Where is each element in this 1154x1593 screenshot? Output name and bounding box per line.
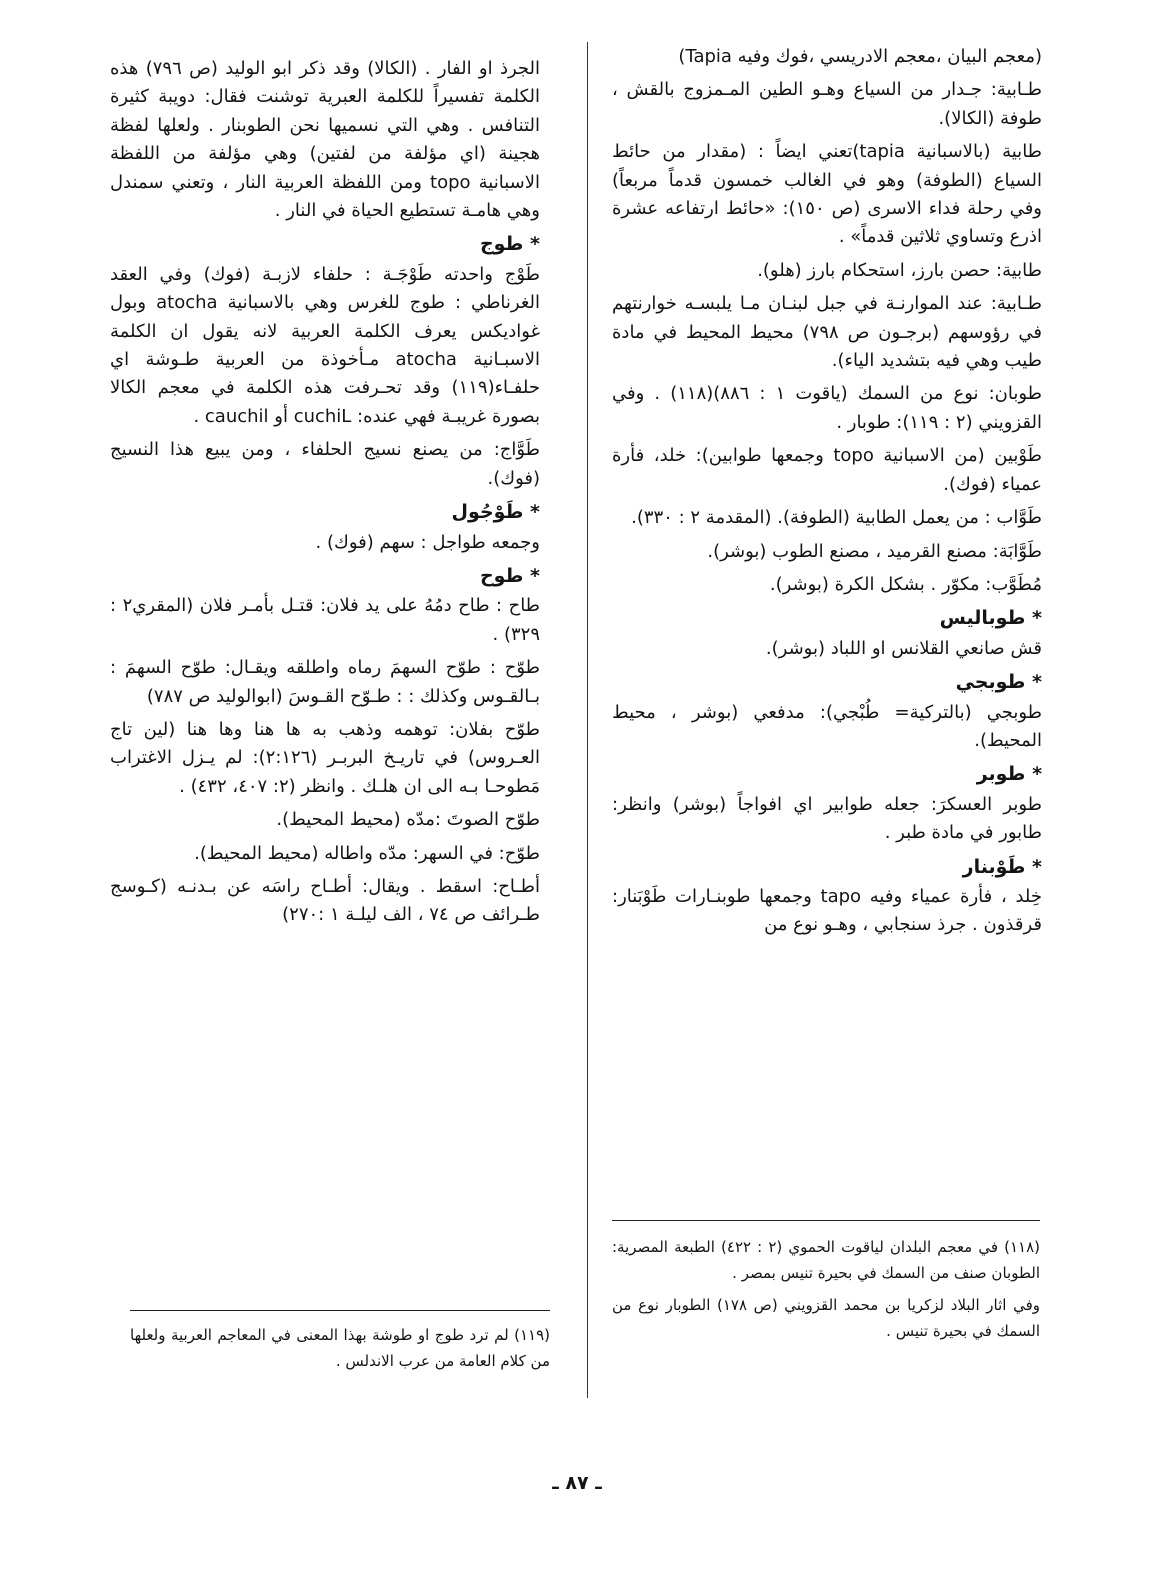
entry-text: طوّح الصوتَ :مدّه (محيط المحيط). (276, 809, 540, 831)
entry-text: طَوَّابَة: مصنع القرميد ، مصنع الطوب (بوشر). (707, 540, 1042, 562)
entry-text: طَوَّاب : من يعمل الطابية (الطوفة). (المقدمة ٢ : ٣٣٠). (631, 507, 1042, 529)
footnote: وفي اثار البلاد لزكريا بن محمد القزويني (ص ١٧٨) الطوبار نوع من السمك في بحيرة تنيس . (612, 1296, 1041, 1340)
entry-heading: * طوح (479, 564, 540, 587)
entry-text: طـابية: جـدار من السياع وهـو الطين المـمزوج بالقش ، طوفة (الكالا). (612, 79, 1042, 129)
left-footnotes (130, 1322, 550, 1380)
entry-text: طَوْج واحدته طَوْجَـة : حلفاء لازبـة (فوك) وفي العقد الغرناطي : طوج للغرس وهي بالاسبانية atocha وبول غواديكس يعرف الكلمة العربية لانه يقول ان الكلمة الاسبـانية atocha مـأخوذة من العربية طـوشة اي حلفـاء(١١٩) وقد تحـرفت هذه الكلمة في معجم الكالا بصورة غريبـة فهي عنده: cuchiL أو cauchil . (110, 263, 540, 427)
entry-text: طوّح بفلان: توهمه وذهب به ها هنا وها هنا (لين تاج العـروس) في تاريـخ البربـر (٢:١٢٦): لم يـزل الاغتراب مَطوحـا بـه الى ان هلـك . وانظر (٢: ٤٠٧، ٤٣٢) . (110, 718, 541, 797)
entry-text: طوبان: نوع من السمك (ياقوت ١ : ٨٨٦)(١١٨) . وفي القزويني (٢ : ١١٩): طوبار . (612, 383, 1042, 433)
footnote: (١١٨) في معجم البلدان لياقوت الحموي (٢ : ٤٢٢) الطبعة المصرية: الطوبان صنف من السمك في بحيرة تنيس بمصر . (612, 1238, 1040, 1282)
footnote-rule (130, 1310, 550, 1311)
entry-heading: * طوباليس (939, 607, 1042, 630)
entry-heading: * طَوْبنار (962, 855, 1042, 878)
left-column (110, 55, 540, 935)
right-column (612, 43, 1042, 945)
entry-text: خِلد ، فأرة عمياء وفيه tapo وجمعها طوبنـارات طَوْبَنار: قرقذون . جرذ سنجابي ، وهـو نوع من (612, 885, 1042, 936)
footnote: (١١٩) لم ترد طوج او طوشة بهذا المعنى في المعاجم العربية ولعلها من كلام العامة من عرب الاندلس . (130, 1326, 550, 1370)
column-divider (587, 42, 588, 1398)
entry-text: طوّح : طوّح السهمَ رماه واطلقه ويقـال: طوّح السهمَ : بـالقـوس وكذلك : : طـوّح القـوسَ (ابوالوليد ص ٧٨٧) (110, 657, 540, 707)
entry-heading: * طَوْجُول (451, 501, 540, 524)
entry-text: طوبجي (بالتركية= طُبْجي): مدفعي (بوشر ، محيط المحيط). (612, 701, 1042, 751)
right-footnotes (612, 1234, 1040, 1350)
entry-text: الجرذ او الفار . (الكالا) وقد ذكر ابو الوليد (ص ٧٩٦) هذه الكلمة تفسيراً للكلمة العبرية توشنت فقال: دويبة كثيرة التنافس . وهي التي نسميها نحن الطوبنار . ولعلها لفظة هجينة (اي مؤلفة من لفتين) وهي مؤلفة من اللفظة الاسبانية topo ومن اللفظة العربية النار ، وتعني سمندل وهي هامـة تستطيع الحياة في النار . (110, 58, 540, 222)
entry-text: طابية: حصن بارز، استحكام بارز (هلو). (757, 259, 1042, 281)
entry-heading: * طوبجي (955, 671, 1042, 694)
entry-text: أطـاح: اسقط . ويقال: أطـاح راسَه عن بـدنـه (كـوسج طـرائف ص ٧٤ ، الف ليلـة ١ :٢٧٠) (110, 875, 540, 926)
footnote-rule (612, 1220, 1040, 1221)
entry-text: طَوْبين (من الاسبانية topo وجمعها طوابين): خلد، فأرة عمياء (فوك). (612, 445, 1042, 495)
entry-text: (معجم البيان ،معجم الادريسي ،فوك وفيه Tapia) (678, 46, 1042, 67)
entry-text: طَوَّاج: من يصنع نسيج الحلفاء ، ومن يبيع هذا النسيج (فوك). (110, 439, 540, 489)
entry-heading: * طوبر (976, 763, 1042, 786)
entry-heading: * طوج (479, 233, 540, 256)
entry-text: طـابية: عند الموارنـة في جبل لبنـان مـا يلبسـه خوارنتهم في رؤوسهم (برجـون ص ٧٩٨) محيط المحيط في مادة طيب وهي فيه بتشديد الياء). (612, 293, 1042, 372)
entry-text: طوّح: في السهر: مدّه واطاله (محيط المحيط). (194, 842, 540, 864)
entry-text: مُطَوَّب: مكوّر . بشكل الكرة (بوشر). (769, 573, 1042, 595)
entry-text: طاح : طاح دمُهُ على يد فلان: قتـل بأمـر فلان (المقري٢ : ٣٢٩) . (110, 595, 540, 645)
entry-text: طوبر العسكرَ: جعله طوابير اي افواجاً (بوشر) وانظر: طابور في مادة طبر . (612, 793, 1042, 844)
entry-text: طابية (بالاسبانية tapia)تعني ايضاً : (مقدار من حائط السياع (الطوفة) وهو في الغالب خمسون قدماً مربعاً) وفي رحلة فداء الاسرى (ص ١٥٠): «حائط ارتفاعه عشرة اذرع وتساوي ثلاثين قدماً» . (612, 141, 1042, 248)
entry-text: قش صانعي القلانس او اللباد (بوشر). (765, 637, 1042, 659)
entry-text: وجمعه طواجل : سهم (فوك) . (315, 531, 540, 553)
page-number: ـ ٨٧ ـ (552, 1472, 602, 1494)
